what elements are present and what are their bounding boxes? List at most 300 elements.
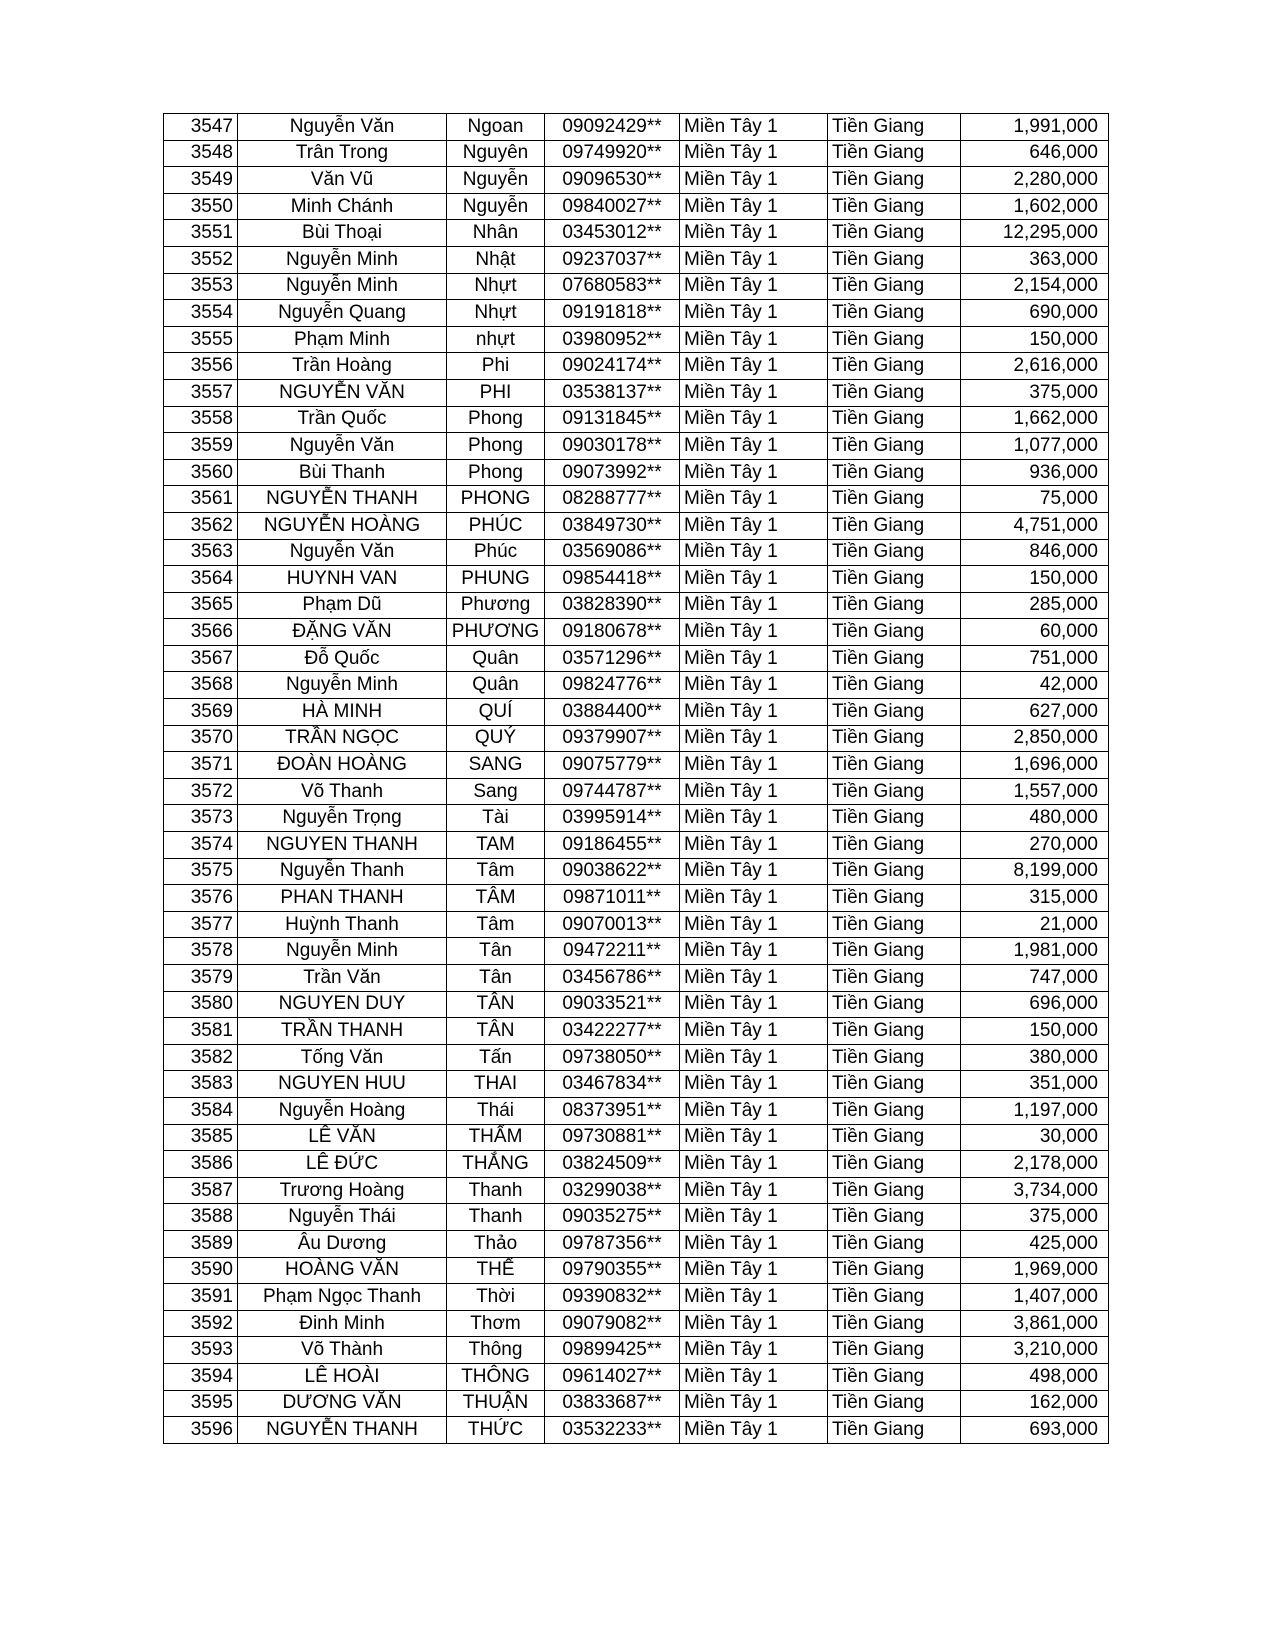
province-cell: Tiền Giang xyxy=(828,246,961,273)
row-number: 3548 xyxy=(164,140,238,167)
table-row xyxy=(164,246,1109,273)
first-name-cell: TÂM xyxy=(447,885,545,912)
first-name-cell: Ngoan xyxy=(447,114,545,141)
amount-cell: 270,000 xyxy=(961,832,1109,859)
last-name-cell: LÊ ĐỨC xyxy=(238,1151,447,1178)
phone-cell: 03571296** xyxy=(545,645,680,672)
table-row xyxy=(164,805,1109,832)
first-name-cell: Thái xyxy=(447,1097,545,1124)
table-row xyxy=(164,353,1109,380)
region-cell: Miền Tây 1 xyxy=(680,512,828,539)
row-number: 3595 xyxy=(164,1390,238,1417)
row-number: 3563 xyxy=(164,539,238,566)
region-cell: Miền Tây 1 xyxy=(680,1018,828,1045)
table-row xyxy=(164,1257,1109,1284)
amount-cell: 315,000 xyxy=(961,885,1109,912)
last-name-cell: Nguyễn Văn xyxy=(238,433,447,460)
province-cell: Tiền Giang xyxy=(828,832,961,859)
first-name-cell: PHONG xyxy=(447,486,545,513)
province-cell: Tiền Giang xyxy=(828,1044,961,1071)
phone-cell: 09237037** xyxy=(545,246,680,273)
first-name-cell: Thảo xyxy=(447,1230,545,1257)
row-number: 3568 xyxy=(164,672,238,699)
first-name-cell: Nguyễn xyxy=(447,193,545,220)
amount-cell: 2,280,000 xyxy=(961,167,1109,194)
amount-cell: 150,000 xyxy=(961,1018,1109,1045)
last-name-cell: Phạm Ngọc Thanh xyxy=(238,1284,447,1311)
amount-cell: 42,000 xyxy=(961,672,1109,699)
amount-cell: 21,000 xyxy=(961,911,1109,938)
phone-cell: 09073992** xyxy=(545,459,680,486)
region-cell: Miền Tây 1 xyxy=(680,1204,828,1231)
phone-cell: 03453012** xyxy=(545,220,680,247)
row-number: 3581 xyxy=(164,1018,238,1045)
region-cell: Miền Tây 1 xyxy=(680,832,828,859)
table-row xyxy=(164,1097,1109,1124)
phone-cell: 03884400** xyxy=(545,699,680,726)
amount-cell: 380,000 xyxy=(961,1044,1109,1071)
province-cell: Tiền Giang xyxy=(828,1310,961,1337)
first-name-cell: Quân xyxy=(447,672,545,699)
last-name-cell: Âu Dương xyxy=(238,1230,447,1257)
province-cell: Tiền Giang xyxy=(828,1284,961,1311)
first-name-cell: THỨC xyxy=(447,1417,545,1444)
first-name-cell: THUẬN xyxy=(447,1390,545,1417)
row-number: 3582 xyxy=(164,1044,238,1071)
last-name-cell: Đinh Minh xyxy=(238,1310,447,1337)
province-cell: Tiền Giang xyxy=(828,539,961,566)
amount-cell: 693,000 xyxy=(961,1417,1109,1444)
recipient-table xyxy=(163,113,1109,1444)
region-cell: Miền Tây 1 xyxy=(680,1284,828,1311)
row-number: 3550 xyxy=(164,193,238,220)
province-cell: Tiền Giang xyxy=(828,273,961,300)
table-row xyxy=(164,1071,1109,1098)
table-row xyxy=(164,406,1109,433)
last-name-cell: Nguyễn Thái xyxy=(238,1204,447,1231)
first-name-cell: Phong xyxy=(447,459,545,486)
first-name-cell: SANG xyxy=(447,752,545,779)
province-cell: Tiền Giang xyxy=(828,114,961,141)
province-cell: Tiền Giang xyxy=(828,167,961,194)
last-name-cell: Nguyễn Hoàng xyxy=(238,1097,447,1124)
first-name-cell: TÂN xyxy=(447,991,545,1018)
amount-cell: 351,000 xyxy=(961,1071,1109,1098)
province-cell: Tiền Giang xyxy=(828,326,961,353)
table-row xyxy=(164,1177,1109,1204)
amount-cell: 1,407,000 xyxy=(961,1284,1109,1311)
region-cell: Miền Tây 1 xyxy=(680,645,828,672)
table-row xyxy=(164,1230,1109,1257)
amount-cell: 3,210,000 xyxy=(961,1337,1109,1364)
phone-cell: 09730881** xyxy=(545,1124,680,1151)
first-name-cell: QUÝ xyxy=(447,725,545,752)
phone-cell: 09096530** xyxy=(545,167,680,194)
amount-cell: 1,991,000 xyxy=(961,114,1109,141)
region-cell: Miền Tây 1 xyxy=(680,1230,828,1257)
table-row xyxy=(164,114,1109,141)
region-cell: Miền Tây 1 xyxy=(680,326,828,353)
region-cell: Miền Tây 1 xyxy=(680,459,828,486)
row-number: 3555 xyxy=(164,326,238,353)
amount-cell: 696,000 xyxy=(961,991,1109,1018)
phone-cell: 09790355** xyxy=(545,1257,680,1284)
last-name-cell: PHAN THANH xyxy=(238,885,447,912)
region-cell: Miền Tây 1 xyxy=(680,911,828,938)
last-name-cell: HOÀNG VĂN xyxy=(238,1257,447,1284)
province-cell: Tiền Giang xyxy=(828,220,961,247)
amount-cell: 2,850,000 xyxy=(961,725,1109,752)
last-name-cell: Nguyễn Minh xyxy=(238,273,447,300)
amount-cell: 30,000 xyxy=(961,1124,1109,1151)
phone-cell: 03456786** xyxy=(545,965,680,992)
first-name-cell: Tân xyxy=(447,965,545,992)
row-number: 3571 xyxy=(164,752,238,779)
row-number: 3584 xyxy=(164,1097,238,1124)
first-name-cell: PHUNG xyxy=(447,566,545,593)
region-cell: Miền Tây 1 xyxy=(680,1177,828,1204)
first-name-cell: Thời xyxy=(447,1284,545,1311)
amount-cell: 2,178,000 xyxy=(961,1151,1109,1178)
last-name-cell: Nguyễn Minh xyxy=(238,246,447,273)
first-name-cell: Thanh xyxy=(447,1204,545,1231)
first-name-cell: Phong xyxy=(447,433,545,460)
table-body xyxy=(164,114,1109,1444)
first-name-cell: Tâm xyxy=(447,858,545,885)
first-name-cell: Tâm xyxy=(447,911,545,938)
row-number: 3559 xyxy=(164,433,238,460)
row-number: 3561 xyxy=(164,486,238,513)
first-name-cell: Phi xyxy=(447,353,545,380)
phone-cell: 09092429** xyxy=(545,114,680,141)
last-name-cell: HUYNH VAN xyxy=(238,566,447,593)
province-cell: Tiền Giang xyxy=(828,193,961,220)
phone-cell: 03980952** xyxy=(545,326,680,353)
province-cell: Tiền Giang xyxy=(828,353,961,380)
province-cell: Tiền Giang xyxy=(828,1204,961,1231)
table-row xyxy=(164,778,1109,805)
region-cell: Miền Tây 1 xyxy=(680,991,828,1018)
table-row xyxy=(164,965,1109,992)
table-row xyxy=(164,512,1109,539)
phone-cell: 09871011** xyxy=(545,885,680,912)
phone-cell: 03828390** xyxy=(545,592,680,619)
first-name-cell: Thông xyxy=(447,1337,545,1364)
table-row xyxy=(164,1284,1109,1311)
province-cell: Tiền Giang xyxy=(828,1124,961,1151)
table-row xyxy=(164,1044,1109,1071)
table-row xyxy=(164,1417,1109,1444)
first-name-cell: PHI xyxy=(447,379,545,406)
phone-cell: 09191818** xyxy=(545,300,680,327)
first-name-cell: Quân xyxy=(447,645,545,672)
phone-cell: 09749920** xyxy=(545,140,680,167)
table-row xyxy=(164,858,1109,885)
region-cell: Miền Tây 1 xyxy=(680,1071,828,1098)
amount-cell: 846,000 xyxy=(961,539,1109,566)
first-name-cell: THẮNG xyxy=(447,1151,545,1178)
province-cell: Tiền Giang xyxy=(828,699,961,726)
first-name-cell: Sang xyxy=(447,778,545,805)
region-cell: Miền Tây 1 xyxy=(680,353,828,380)
last-name-cell: Nguyễn Quang xyxy=(238,300,447,327)
row-number: 3594 xyxy=(164,1363,238,1390)
row-number: 3593 xyxy=(164,1337,238,1364)
region-cell: Miền Tây 1 xyxy=(680,1097,828,1124)
row-number: 3557 xyxy=(164,379,238,406)
first-name-cell: TAM xyxy=(447,832,545,859)
table-row xyxy=(164,1390,1109,1417)
amount-cell: 8,199,000 xyxy=(961,858,1109,885)
province-cell: Tiền Giang xyxy=(828,379,961,406)
region-cell: Miền Tây 1 xyxy=(680,406,828,433)
phone-cell: 08288777** xyxy=(545,486,680,513)
row-number: 3587 xyxy=(164,1177,238,1204)
province-cell: Tiền Giang xyxy=(828,1417,961,1444)
province-cell: Tiền Giang xyxy=(828,619,961,646)
phone-cell: 09030178** xyxy=(545,433,680,460)
table-row xyxy=(164,1204,1109,1231)
row-number: 3556 xyxy=(164,353,238,380)
region-cell: Miền Tây 1 xyxy=(680,167,828,194)
amount-cell: 4,751,000 xyxy=(961,512,1109,539)
amount-cell: 75,000 xyxy=(961,486,1109,513)
row-number: 3588 xyxy=(164,1204,238,1231)
phone-cell: 09131845** xyxy=(545,406,680,433)
region-cell: Miền Tây 1 xyxy=(680,778,828,805)
last-name-cell: NGUYEN HUU xyxy=(238,1071,447,1098)
row-number: 3566 xyxy=(164,619,238,646)
last-name-cell: Võ Thành xyxy=(238,1337,447,1364)
province-cell: Tiền Giang xyxy=(828,725,961,752)
region-cell: Miền Tây 1 xyxy=(680,1044,828,1071)
amount-cell: 646,000 xyxy=(961,140,1109,167)
last-name-cell: Trần Văn xyxy=(238,965,447,992)
last-name-cell: LÊ HOÀI xyxy=(238,1363,447,1390)
province-cell: Tiền Giang xyxy=(828,752,961,779)
phone-cell: 03569086** xyxy=(545,539,680,566)
first-name-cell: Tài xyxy=(447,805,545,832)
phone-cell: 09744787** xyxy=(545,778,680,805)
phone-cell: 03824509** xyxy=(545,1151,680,1178)
first-name-cell: THẤM xyxy=(447,1124,545,1151)
row-number: 3583 xyxy=(164,1071,238,1098)
province-cell: Tiền Giang xyxy=(828,406,961,433)
table-row xyxy=(164,326,1109,353)
row-number: 3569 xyxy=(164,699,238,726)
amount-cell: 1,077,000 xyxy=(961,433,1109,460)
first-name-cell: PHÚC xyxy=(447,512,545,539)
province-cell: Tiền Giang xyxy=(828,991,961,1018)
phone-cell: 09824776** xyxy=(545,672,680,699)
province-cell: Tiền Giang xyxy=(828,592,961,619)
phone-cell: 09614027** xyxy=(545,1363,680,1390)
last-name-cell: Nguyễn Trọng xyxy=(238,805,447,832)
phone-cell: 09079082** xyxy=(545,1310,680,1337)
row-number: 3553 xyxy=(164,273,238,300)
first-name-cell: Nhựt xyxy=(447,273,545,300)
last-name-cell: Trân Trong xyxy=(238,140,447,167)
phone-cell: 09075779** xyxy=(545,752,680,779)
last-name-cell: Phạm Minh xyxy=(238,326,447,353)
amount-cell: 2,154,000 xyxy=(961,273,1109,300)
table-row xyxy=(164,1310,1109,1337)
last-name-cell: NGUYỄN THANH xyxy=(238,1417,447,1444)
last-name-cell: TRẦN THANH xyxy=(238,1018,447,1045)
first-name-cell: QUÍ xyxy=(447,699,545,726)
row-number: 3547 xyxy=(164,114,238,141)
last-name-cell: Trần Hoàng xyxy=(238,353,447,380)
row-number: 3596 xyxy=(164,1417,238,1444)
region-cell: Miền Tây 1 xyxy=(680,300,828,327)
last-name-cell: TRẦN NGỌC xyxy=(238,725,447,752)
row-number: 3578 xyxy=(164,938,238,965)
last-name-cell: Văn Vũ xyxy=(238,167,447,194)
row-number: 3575 xyxy=(164,858,238,885)
table-row xyxy=(164,699,1109,726)
row-number: 3554 xyxy=(164,300,238,327)
row-number: 3574 xyxy=(164,832,238,859)
phone-cell: 03422277** xyxy=(545,1018,680,1045)
last-name-cell: Nguyễn Minh xyxy=(238,938,447,965)
region-cell: Miền Tây 1 xyxy=(680,938,828,965)
row-number: 3570 xyxy=(164,725,238,752)
phone-cell: 07680583** xyxy=(545,273,680,300)
table-row xyxy=(164,592,1109,619)
last-name-cell: Nguyễn Văn xyxy=(238,539,447,566)
amount-cell: 690,000 xyxy=(961,300,1109,327)
row-number: 3560 xyxy=(164,459,238,486)
region-cell: Miền Tây 1 xyxy=(680,885,828,912)
row-number: 3552 xyxy=(164,246,238,273)
region-cell: Miền Tây 1 xyxy=(680,539,828,566)
last-name-cell: HÀ MINH xyxy=(238,699,447,726)
phone-cell: 03299038** xyxy=(545,1177,680,1204)
row-number: 3589 xyxy=(164,1230,238,1257)
phone-cell: 09186455** xyxy=(545,832,680,859)
last-name-cell: Nguyễn Văn xyxy=(238,114,447,141)
first-name-cell: THẾ xyxy=(447,1257,545,1284)
region-cell: Miền Tây 1 xyxy=(680,220,828,247)
province-cell: Tiền Giang xyxy=(828,885,961,912)
row-number: 3549 xyxy=(164,167,238,194)
row-number: 3572 xyxy=(164,778,238,805)
row-number: 3592 xyxy=(164,1310,238,1337)
last-name-cell: ĐẶNG VĂN xyxy=(238,619,447,646)
first-name-cell: Phương xyxy=(447,592,545,619)
row-number: 3590 xyxy=(164,1257,238,1284)
row-number: 3564 xyxy=(164,566,238,593)
region-cell: Miền Tây 1 xyxy=(680,1390,828,1417)
province-cell: Tiền Giang xyxy=(828,140,961,167)
last-name-cell: NGUYEN THANH xyxy=(238,832,447,859)
table-row xyxy=(164,885,1109,912)
region-cell: Miền Tây 1 xyxy=(680,1151,828,1178)
row-number: 3562 xyxy=(164,512,238,539)
region-cell: Miền Tây 1 xyxy=(680,592,828,619)
table-row xyxy=(164,220,1109,247)
province-cell: Tiền Giang xyxy=(828,433,961,460)
province-cell: Tiền Giang xyxy=(828,911,961,938)
table-row xyxy=(164,911,1109,938)
last-name-cell: ĐOÀN HOÀNG xyxy=(238,752,447,779)
region-cell: Miền Tây 1 xyxy=(680,273,828,300)
amount-cell: 150,000 xyxy=(961,566,1109,593)
table-row xyxy=(164,566,1109,593)
province-cell: Tiền Giang xyxy=(828,858,961,885)
region-cell: Miền Tây 1 xyxy=(680,752,828,779)
province-cell: Tiền Giang xyxy=(828,1337,961,1364)
amount-cell: 150,000 xyxy=(961,326,1109,353)
first-name-cell: THÔNG xyxy=(447,1363,545,1390)
region-cell: Miền Tây 1 xyxy=(680,1417,828,1444)
province-cell: Tiền Giang xyxy=(828,938,961,965)
phone-cell: 03995914** xyxy=(545,805,680,832)
region-cell: Miền Tây 1 xyxy=(680,114,828,141)
first-name-cell: Tân xyxy=(447,938,545,965)
region-cell: Miền Tây 1 xyxy=(680,965,828,992)
last-name-cell: Minh Chánh xyxy=(238,193,447,220)
last-name-cell: Tống Văn xyxy=(238,1044,447,1071)
row-number: 3565 xyxy=(164,592,238,619)
region-cell: Miền Tây 1 xyxy=(680,1363,828,1390)
province-cell: Tiền Giang xyxy=(828,566,961,593)
amount-cell: 1,557,000 xyxy=(961,778,1109,805)
phone-cell: 09840027** xyxy=(545,193,680,220)
amount-cell: 3,734,000 xyxy=(961,1177,1109,1204)
province-cell: Tiền Giang xyxy=(828,1071,961,1098)
region-cell: Miền Tây 1 xyxy=(680,725,828,752)
amount-cell: 285,000 xyxy=(961,592,1109,619)
amount-cell: 60,000 xyxy=(961,619,1109,646)
first-name-cell: nhựt xyxy=(447,326,545,353)
last-name-cell: Võ Thanh xyxy=(238,778,447,805)
table-row xyxy=(164,433,1109,460)
table-row xyxy=(164,1018,1109,1045)
region-cell: Miền Tây 1 xyxy=(680,193,828,220)
region-cell: Miền Tây 1 xyxy=(680,1310,828,1337)
row-number: 3551 xyxy=(164,220,238,247)
phone-cell: 03532233** xyxy=(545,1417,680,1444)
amount-cell: 162,000 xyxy=(961,1390,1109,1417)
phone-cell: 08373951** xyxy=(545,1097,680,1124)
table-row xyxy=(164,486,1109,513)
phone-cell: 09024174** xyxy=(545,353,680,380)
last-name-cell: NGUYỄN VĂN xyxy=(238,379,447,406)
table-row xyxy=(164,672,1109,699)
province-cell: Tiền Giang xyxy=(828,1363,961,1390)
table-row xyxy=(164,832,1109,859)
row-number: 3580 xyxy=(164,991,238,1018)
province-cell: Tiền Giang xyxy=(828,1390,961,1417)
first-name-cell: TÂN xyxy=(447,1018,545,1045)
phone-cell: 09738050** xyxy=(545,1044,680,1071)
province-cell: Tiền Giang xyxy=(828,645,961,672)
last-name-cell: Bùi Thanh xyxy=(238,459,447,486)
region-cell: Miền Tây 1 xyxy=(680,140,828,167)
region-cell: Miền Tây 1 xyxy=(680,486,828,513)
table-row xyxy=(164,725,1109,752)
amount-cell: 375,000 xyxy=(961,379,1109,406)
last-name-cell: Trương Hoàng xyxy=(238,1177,447,1204)
table-row xyxy=(164,752,1109,779)
region-cell: Miền Tây 1 xyxy=(680,805,828,832)
first-name-cell: PHƯƠNG xyxy=(447,619,545,646)
amount-cell: 498,000 xyxy=(961,1363,1109,1390)
province-cell: Tiền Giang xyxy=(828,459,961,486)
amount-cell: 1,197,000 xyxy=(961,1097,1109,1124)
first-name-cell: Nhân xyxy=(447,220,545,247)
